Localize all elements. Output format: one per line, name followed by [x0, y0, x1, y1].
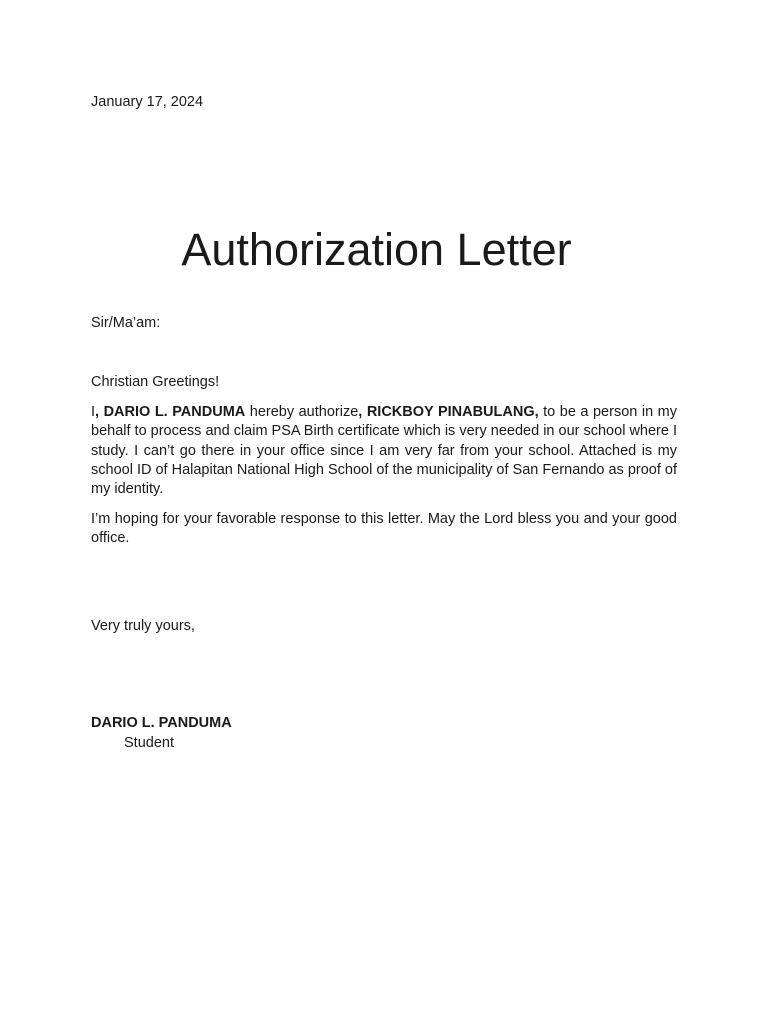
signature-name: DARIO L. PANDUMA	[91, 715, 232, 731]
signature-role: Student	[124, 735, 174, 751]
authorized-person-name: , RICKBOY PINABULANG,	[358, 404, 539, 420]
salutation: Sir/Ma’am:	[91, 315, 161, 331]
complimentary-close: Very truly yours,	[91, 618, 195, 634]
paragraph-middle: hereby authorize	[245, 404, 359, 420]
paragraph-suffix: to be a person in my behalf to process and claim PSA Birth certificate which is very needed in our school where I study. I can’t go there in your office since I am very far from your school. Attached is my school ID of Halapitan National High School of the municipality of San Fernando as proof of my identity.	[91, 404, 677, 498]
body-paragraph-closing-request: I’m hoping for your favorable response to this letter. May the Lord bless you and your good office.	[91, 511, 677, 547]
author-name: , DARIO L. PANDUMA	[95, 404, 246, 420]
greeting: Christian Greetings!	[91, 374, 220, 390]
body-paragraph-authorization	[91, 403, 677, 499]
paragraph-prefix: I	[91, 404, 96, 420]
letter-date: January 17, 2024	[91, 94, 204, 110]
letter-title: Authorization Letter	[181, 224, 572, 275]
